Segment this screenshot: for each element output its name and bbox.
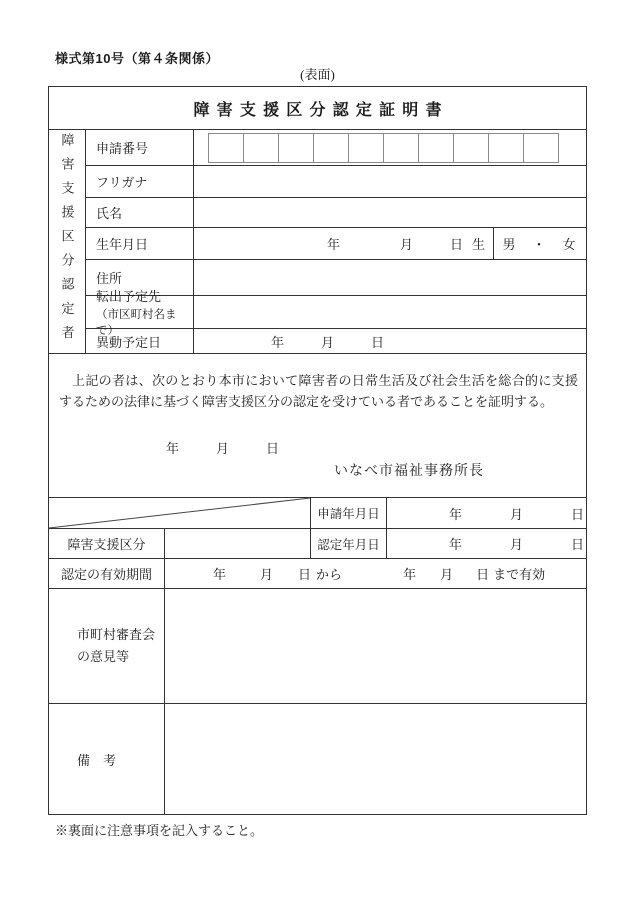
application-number-field[interactable] [194, 130, 586, 165]
day-unit: 日 [298, 567, 312, 582]
certification-text: 上記の者は、次のとおり本市において障害者の日常生活及び社会生活を総合的に支援するための法律に基づく障害支援区分の認定を受けている者であることを証明する。 [59, 373, 578, 409]
validity-period-field[interactable] [165, 559, 586, 588]
from-unit: から [316, 567, 343, 582]
day-unit: 日 [266, 441, 280, 456]
furigana-row [86, 166, 586, 198]
application-number-box[interactable] [278, 133, 314, 163]
address-field[interactable] [194, 260, 586, 295]
name-field[interactable] [194, 198, 586, 227]
committee-opinion-label: 市町村審査会 の意見等 [49, 589, 165, 703]
name-row [86, 198, 586, 228]
remarks-field[interactable] [165, 704, 586, 814]
day-unit: 日 [476, 567, 490, 582]
sex-selector[interactable]: 男 ・ 女 [502, 237, 578, 252]
vertical-label-cell [49, 130, 86, 353]
day-unit: 日 [449, 237, 463, 252]
person-section [49, 130, 586, 354]
year-unit: 年 [166, 441, 180, 456]
person-rows [86, 130, 586, 353]
certification-details-section [49, 498, 586, 814]
moveout-label: 転出予定先 （市区町村名まで） [86, 296, 194, 328]
born-unit: 生 [471, 237, 485, 252]
application-number-box[interactable] [383, 133, 419, 163]
diagonal-line [49, 498, 310, 528]
year-unit: 年 [326, 237, 340, 252]
month-unit: 月 [510, 506, 524, 522]
month-unit: 月 [440, 567, 454, 582]
application-number-box[interactable] [523, 133, 559, 163]
certified-date-field[interactable] [387, 529, 586, 558]
application-date-label: 申請年月日 [311, 498, 387, 528]
furigana-label: フリガナ [86, 166, 194, 197]
issue-date-field[interactable] [166, 438, 279, 457]
remarks-row [49, 704, 586, 814]
birthdate-row [86, 228, 586, 260]
month-unit: 月 [399, 237, 413, 252]
moveday-date [194, 332, 384, 351]
month-unit: 月 [321, 334, 335, 350]
month-unit: 月 [510, 537, 524, 552]
application-number-box[interactable] [313, 133, 349, 163]
birthdate-field[interactable] [194, 228, 494, 259]
moveday-label: 異動予定日 [86, 329, 194, 353]
application-number-label: 申請番号 [86, 130, 194, 165]
day-unit: 日 [571, 506, 585, 522]
day-unit: 日 [571, 537, 585, 552]
year-unit: 年 [403, 567, 417, 582]
application-number-box[interactable] [243, 133, 279, 163]
valid-until-unit: まで有効 [493, 567, 546, 582]
application-date-field[interactable] [387, 498, 586, 528]
issuer-name: いなべ市福祉事務所長 [334, 464, 484, 479]
remarks-label: 備 考 [49, 704, 165, 814]
month-unit: 月 [216, 441, 230, 456]
month-unit: 月 [260, 567, 274, 582]
day-unit: 日 [371, 334, 385, 350]
validity-label: 認定の有効期間 [49, 559, 165, 588]
reverse-side-note: ※裏面に注意事項を記入すること。 [55, 823, 264, 838]
application-date-row [49, 498, 586, 529]
year-unit: 年 [213, 567, 227, 582]
certificate-table [48, 86, 587, 815]
moveout-row [86, 289, 586, 337]
application-number-row [86, 130, 586, 166]
application-number-box[interactable] [348, 133, 384, 163]
committee-opinion-field[interactable] [165, 589, 586, 703]
address-label: 住所 [86, 260, 194, 295]
year-unit: 年 [271, 334, 285, 350]
year-unit: 年 [449, 537, 463, 552]
name-label: 氏名 [86, 198, 194, 227]
moveday-field[interactable] [194, 329, 586, 353]
side-label: (表面) [300, 67, 335, 82]
form-title: 障害支援区分認定証明書 [49, 87, 586, 130]
birthdate-label: 生年月日 [86, 228, 194, 259]
application-number-box[interactable] [418, 133, 454, 163]
birthdate-field-group [194, 228, 586, 259]
moveday-row [86, 329, 586, 353]
diagonal-blank-cell [49, 498, 311, 528]
validity-row [49, 559, 586, 589]
year-unit: 年 [449, 506, 463, 522]
category-field[interactable] [165, 529, 311, 558]
moveout-field[interactable] [194, 296, 586, 328]
furigana-field[interactable] [194, 166, 586, 197]
application-number-box[interactable] [453, 133, 489, 163]
form-number: 様式第10号（第４条関係） [55, 51, 219, 66]
certification-statement-section [49, 354, 586, 498]
category-row [49, 529, 586, 559]
committee-opinion-row [49, 589, 586, 704]
certified-person-vertical-label: 障害支援区分認定者 [59, 133, 75, 350]
category-label: 障害支援区分 [49, 529, 165, 558]
application-number-box[interactable] [488, 133, 524, 163]
application-number-boxes [208, 133, 559, 163]
certified-date-label: 認定年月日 [311, 529, 387, 558]
application-number-box[interactable] [208, 133, 244, 163]
